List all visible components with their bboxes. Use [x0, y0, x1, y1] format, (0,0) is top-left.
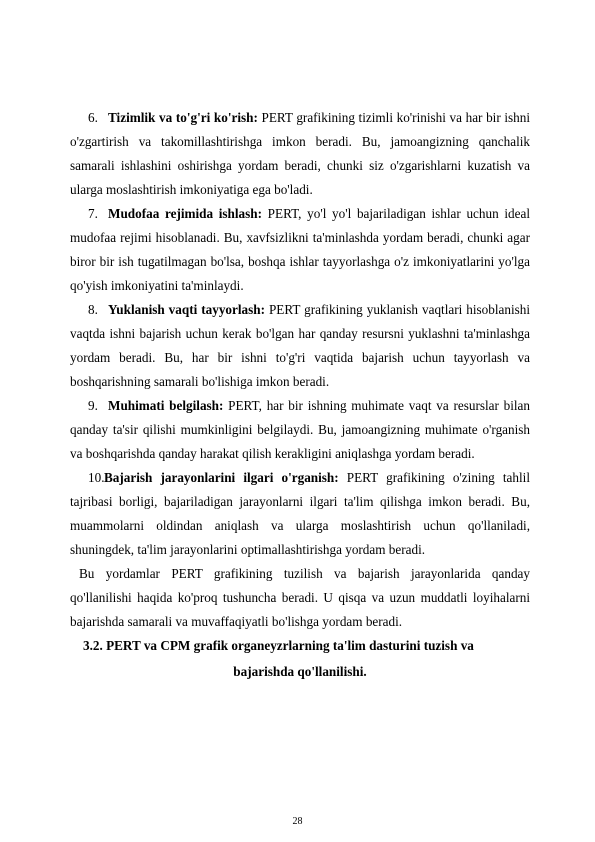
item-text: PERT grafikining o'zining tahlil tajribasi borligi, bajariladigan jarayonlarni ilgari ta'lim qilishga imkon beradi. Bu, muammolarni oldindan aniqlash va ularga moslashtirish uchun qo'llaniladi, shuningdek, ta'lim jarayonlarini optimallashtirishga yordam beradi. — [70, 470, 530, 557]
item-number: 10. — [88, 470, 105, 485]
item-term: Mudofaa rejimida ishlash: — [108, 206, 262, 221]
item-text: PERT grafikining tizimli ko'rinishi va har bir ishni o'zgartirish va takomillashtirishga imkon beradi. Bu, jamoangizning qanchalik samarali ishlashini oshirishga yordam beradi, chunki siz o'zgarishlarni kuzatish va ularga moslashtirish imkoniyatiga ega bo'ladi. — [70, 110, 530, 197]
item-term: Bajarish jarayonlarini ilgari o'rganish: — [104, 470, 339, 485]
item-number: 9. — [88, 398, 98, 413]
page-number: 28 — [292, 816, 303, 827]
section-heading-line-1: 3.2. PERT va CPM grafik organeyzrlarning ta'lim dasturini tuzish va — [83, 638, 474, 653]
item-text: PERT, har bir ishning muhimate vaqt va resurslar bilan qanday ta'sir qilishi mumkinligini belgilaydi. Bu, jamoangizning muhimate o'rganish va boshqarishda qanday harakat qilish kerakligini aniqlashga yordam beradi. — [70, 398, 531, 461]
item-term: Muhimati belgilash: — [108, 398, 224, 413]
item-term: Yuklanish vaqti tayyorlash: — [108, 302, 265, 317]
item-number: 6. — [88, 110, 98, 125]
list-item — [70, 106, 530, 202]
item-text: PERT grafikining yuklanish vaqtlari hisoblanishi vaqtda ishni bajarish uchun kerak bo'lgan har qanday resursni yuklashni ta'minlashga yordam beradi. Bu, har bir ishni to'g'ri vaqtida bajarish uchun tayyorlash va boshqarishning samarali bo'lishiga imkon beradi. — [70, 302, 531, 389]
item-text: PERT, yo'l yo'l bajariladigan ishlar uchun ideal mudofaa rejimi hisoblanadi. Bu, xavfsizlikni ta'minlashda yordam beradi, chunki agar biror bir ish tugatilmagan bo'lsa, boshqa ishlar tayyorlashga o'z imkoniyatlarini yo'lga qo'yish imkoniyatini ta'minlaydi. — [70, 206, 530, 293]
summary-paragraph: Bu yordamlar PERT grafikining tuzilish va bajarish jarayonlarida qanday qo'llanilishi haqida ko'proq tushuncha beradi. U qisqa va uzun muddatli loyihalarni bajarishda samarali va muvaffaqiyatli bo'lishga yordam beradi. — [70, 566, 530, 629]
section-heading-line-2: bajarishda qo'llanilishi. — [233, 664, 367, 679]
list-item — [70, 298, 530, 394]
list-item — [70, 466, 530, 562]
item-term: Tizimlik va to'g'ri ko'rish: — [108, 110, 258, 125]
item-number: 8. — [88, 302, 98, 317]
section-heading — [70, 634, 530, 684]
page-content — [70, 106, 530, 684]
item-number: 7. — [88, 206, 98, 221]
list-item — [70, 394, 530, 466]
list-item — [70, 202, 530, 298]
